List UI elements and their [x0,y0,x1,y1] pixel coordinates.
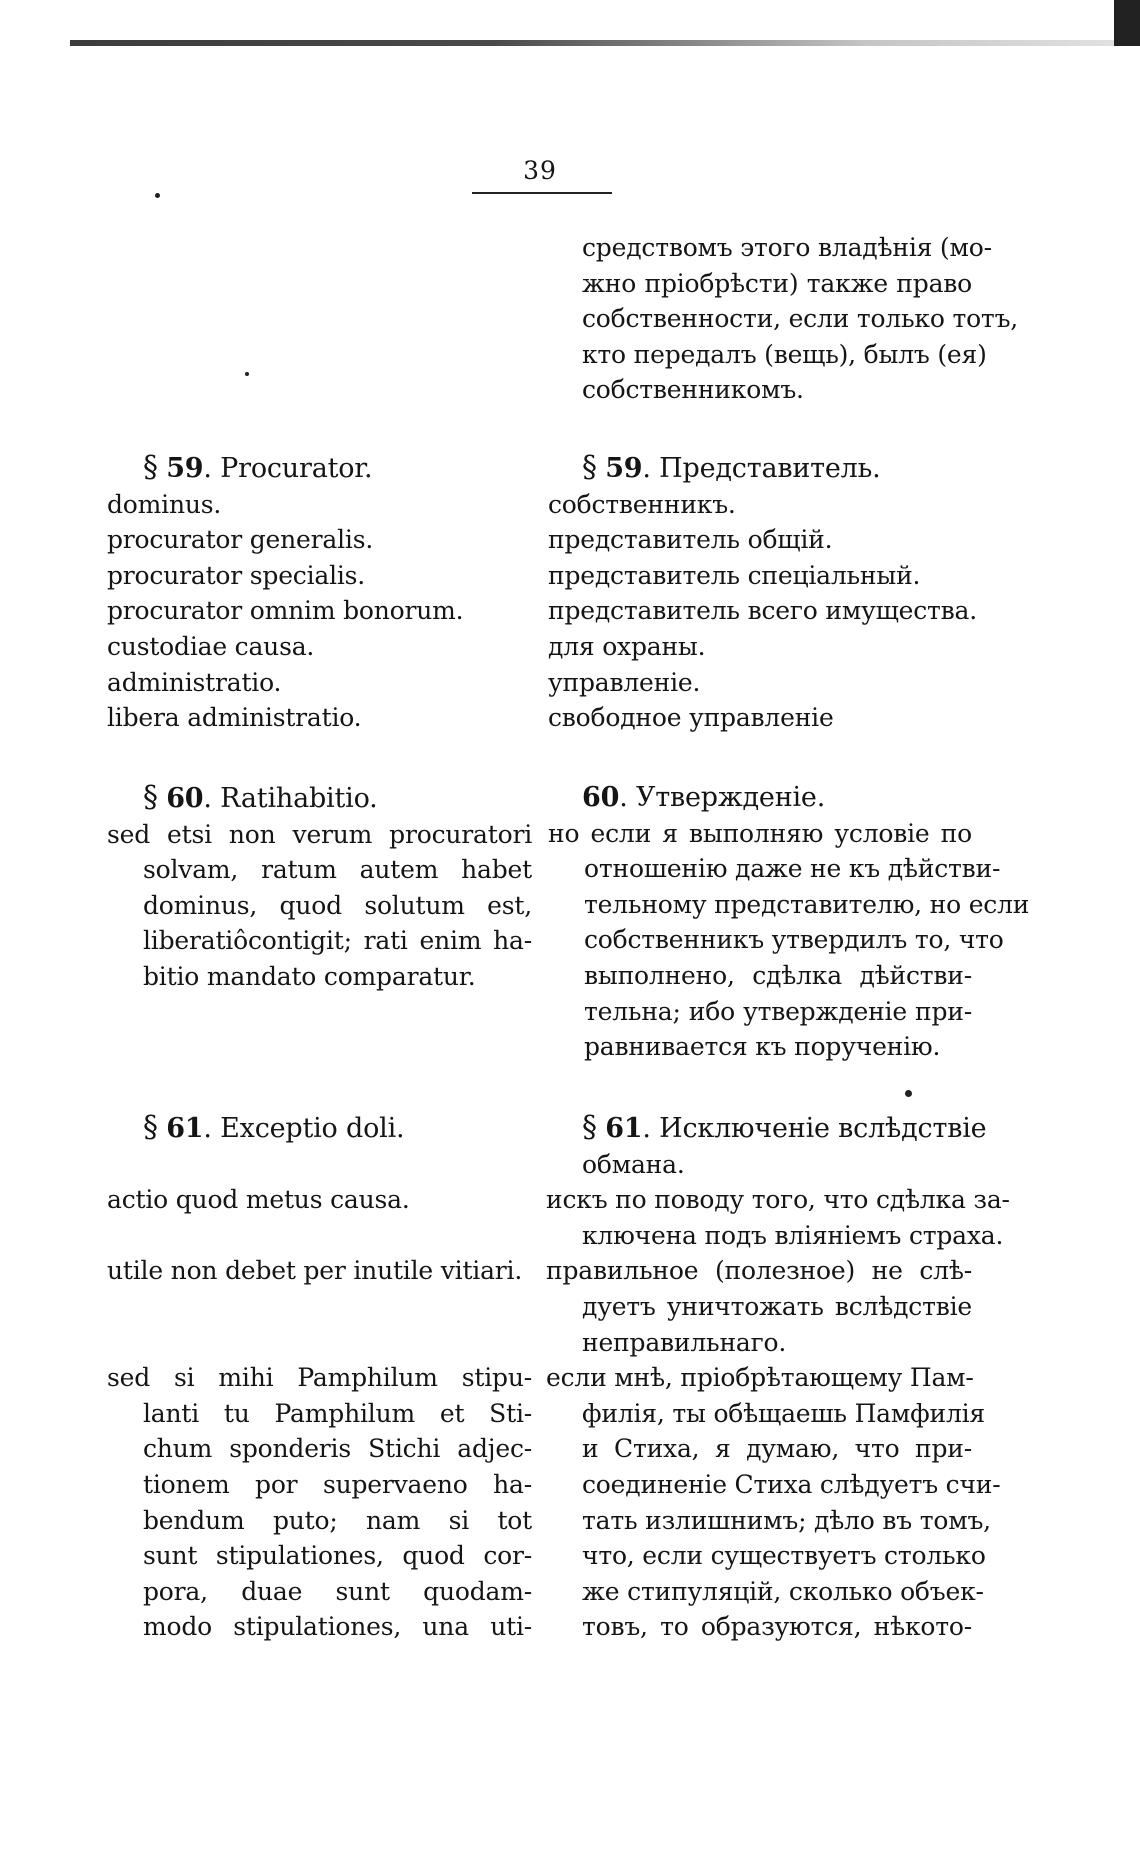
section-title: Exceptio doli. [220,1113,405,1144]
section-61-russian [546,1110,1010,1645]
section-number: 59 [166,453,204,484]
section-number: 59 [605,453,643,484]
section-title: Ratihabitio. [220,783,378,814]
text-line: собственникомъ. [582,375,804,405]
text-line: если мнѣ, пріобрѣтающему Пам- [546,1363,974,1393]
section-sign: § [582,1110,597,1145]
print-speck [905,1090,912,1097]
text-line: что, если существуетъ столько [582,1541,986,1571]
text-line: собственности, если только тотъ, [582,304,1019,334]
text-line: же стипуляцій, сколько объек- [582,1576,984,1606]
text-line: собственникъ. [548,489,736,519]
scan-edge-top [70,40,1130,46]
text-line: sed si mihi Pamphilum stipu- [107,1363,532,1393]
text-line: actio quod metus causa. [107,1185,410,1215]
section-number: 60 [166,783,204,814]
section-sign: § [143,780,158,815]
section-60-russian-heading: 60. Утвержденіе. [582,782,826,813]
text-line: представитель общій. [548,525,833,555]
section-number: 61 [166,1113,204,1144]
text-line: procurator specialis. [107,560,366,590]
page-number-rule [472,192,612,194]
section-title: Утвержденіе. [635,782,826,813]
text-line: равнивается къ порученію. [584,1032,941,1062]
section-59-russian-heading: § 59. Представитель. [582,450,881,485]
text-line: тать излишнимъ; дѣло въ томъ, [582,1505,991,1535]
section-60-russian [548,780,1030,1065]
print-speck [155,193,160,198]
section-title: Представитель. [659,453,881,484]
text-line: но если я выполняю условіе по [548,818,972,848]
text-line: для охраны. [548,631,706,661]
section-61-russian-heading: § 61. Исключеніе вслѣдствіе [582,1110,987,1145]
scan-edge-corner [1114,0,1140,46]
section-61-latin-heading: § 61. Exceptio doli. [143,1110,405,1145]
text-line: отношенію даже не къ дѣйстви- [584,854,1001,884]
text-line: филія, ты обѣщаешь Памфилія [582,1398,985,1428]
section-60-latin-heading: § 60. Ratihabitio. [143,780,378,815]
text-line: sunt stipulationes, quod cor- [143,1541,532,1571]
section-title: Исключеніе вслѣдствіе [659,1113,987,1144]
text-line: procurator generalis. [107,525,374,555]
text-line: tionem por supervaeno ha- [143,1469,532,1499]
text-line: lanti tu Pamphilum et Sti- [143,1398,532,1428]
page-number: 39 [523,156,557,185]
section-59-latin-heading: § 59. Procurator. [143,450,373,485]
text-line: ключена подъ вліяніемъ страха. [582,1220,1004,1250]
section-sign: § [143,450,158,485]
text-line: dominus, quod solutum est, [143,890,532,920]
text-line: procurator omnim bonorum. [107,596,464,626]
text-line: liberatiôcontigit; rati enim ha- [143,926,532,956]
text-line: правильное (полезное) не слѣ- [546,1256,972,1286]
text-line: utile non debet per inutile vitiari. [107,1256,523,1286]
text-line: pora, duae sunt quodam- [143,1576,532,1606]
section-title-continuation: обмана. [582,1149,685,1179]
section-number: 61 [605,1113,643,1144]
text-line: solvam, ratum autem habet [143,855,532,885]
text-line: libera administratio. [107,703,362,733]
text-line: собственникъ утвердилъ то, что [584,925,1004,955]
text-line: custodiae causa. [107,631,315,661]
section-sign: § [143,1110,158,1145]
text-line: неправильнаго. [582,1327,787,1357]
text-line: sed etsi non verum procuratori [107,819,532,849]
section-number: 60 [582,782,620,813]
text-line: средствомъ этого владѣнія (мо- [582,233,992,262]
text-line: представитель спеціальный. [548,560,921,590]
top-russian-paragraph [582,230,1019,408]
print-speck [245,372,249,376]
text-line: представитель всего имущества. [548,596,977,626]
text-line: chum sponderis Stichi adjec- [143,1434,532,1464]
text-line: свободное управленіе [548,703,834,733]
text-line: выполнено, сдѣлка дѣйстви- [584,960,972,990]
text-line: тельна; ибо утвержденіе при- [584,996,972,1026]
section-61-latin [107,1110,532,1645]
text-line: соединеніе Стиха слѣдуетъ счи- [582,1469,1001,1499]
section-59-latin [107,450,537,736]
text-line: administratio. [107,667,282,697]
text-line: и Стиха, я думаю, что при- [582,1434,972,1464]
text-line: dominus. [107,489,222,519]
text-line: управленіе. [548,667,701,697]
section-60-latin [107,780,532,995]
section-sign: § [582,450,597,485]
text-line: кто передалъ (вещь), былъ (ея) [582,339,987,369]
text-line: жно пріобрѣсти) также право [582,268,972,298]
section-59-russian [548,450,978,736]
text-line: bendum puto; nam si tot [143,1505,532,1535]
section-title: Procurator. [220,453,373,484]
text-line: искъ по поводу того, что сдѣлка за- [546,1185,1010,1215]
text-line: bitio mandato comparatur. [143,961,476,991]
text-line: modo stipulationes, una uti- [143,1612,532,1642]
text-line: дуетъ уничтожать вслѣдствіе [582,1291,972,1321]
text-line: тельному представителю, но если [584,889,1030,919]
text-line: товъ, то образуются, нѣкото- [582,1612,972,1642]
